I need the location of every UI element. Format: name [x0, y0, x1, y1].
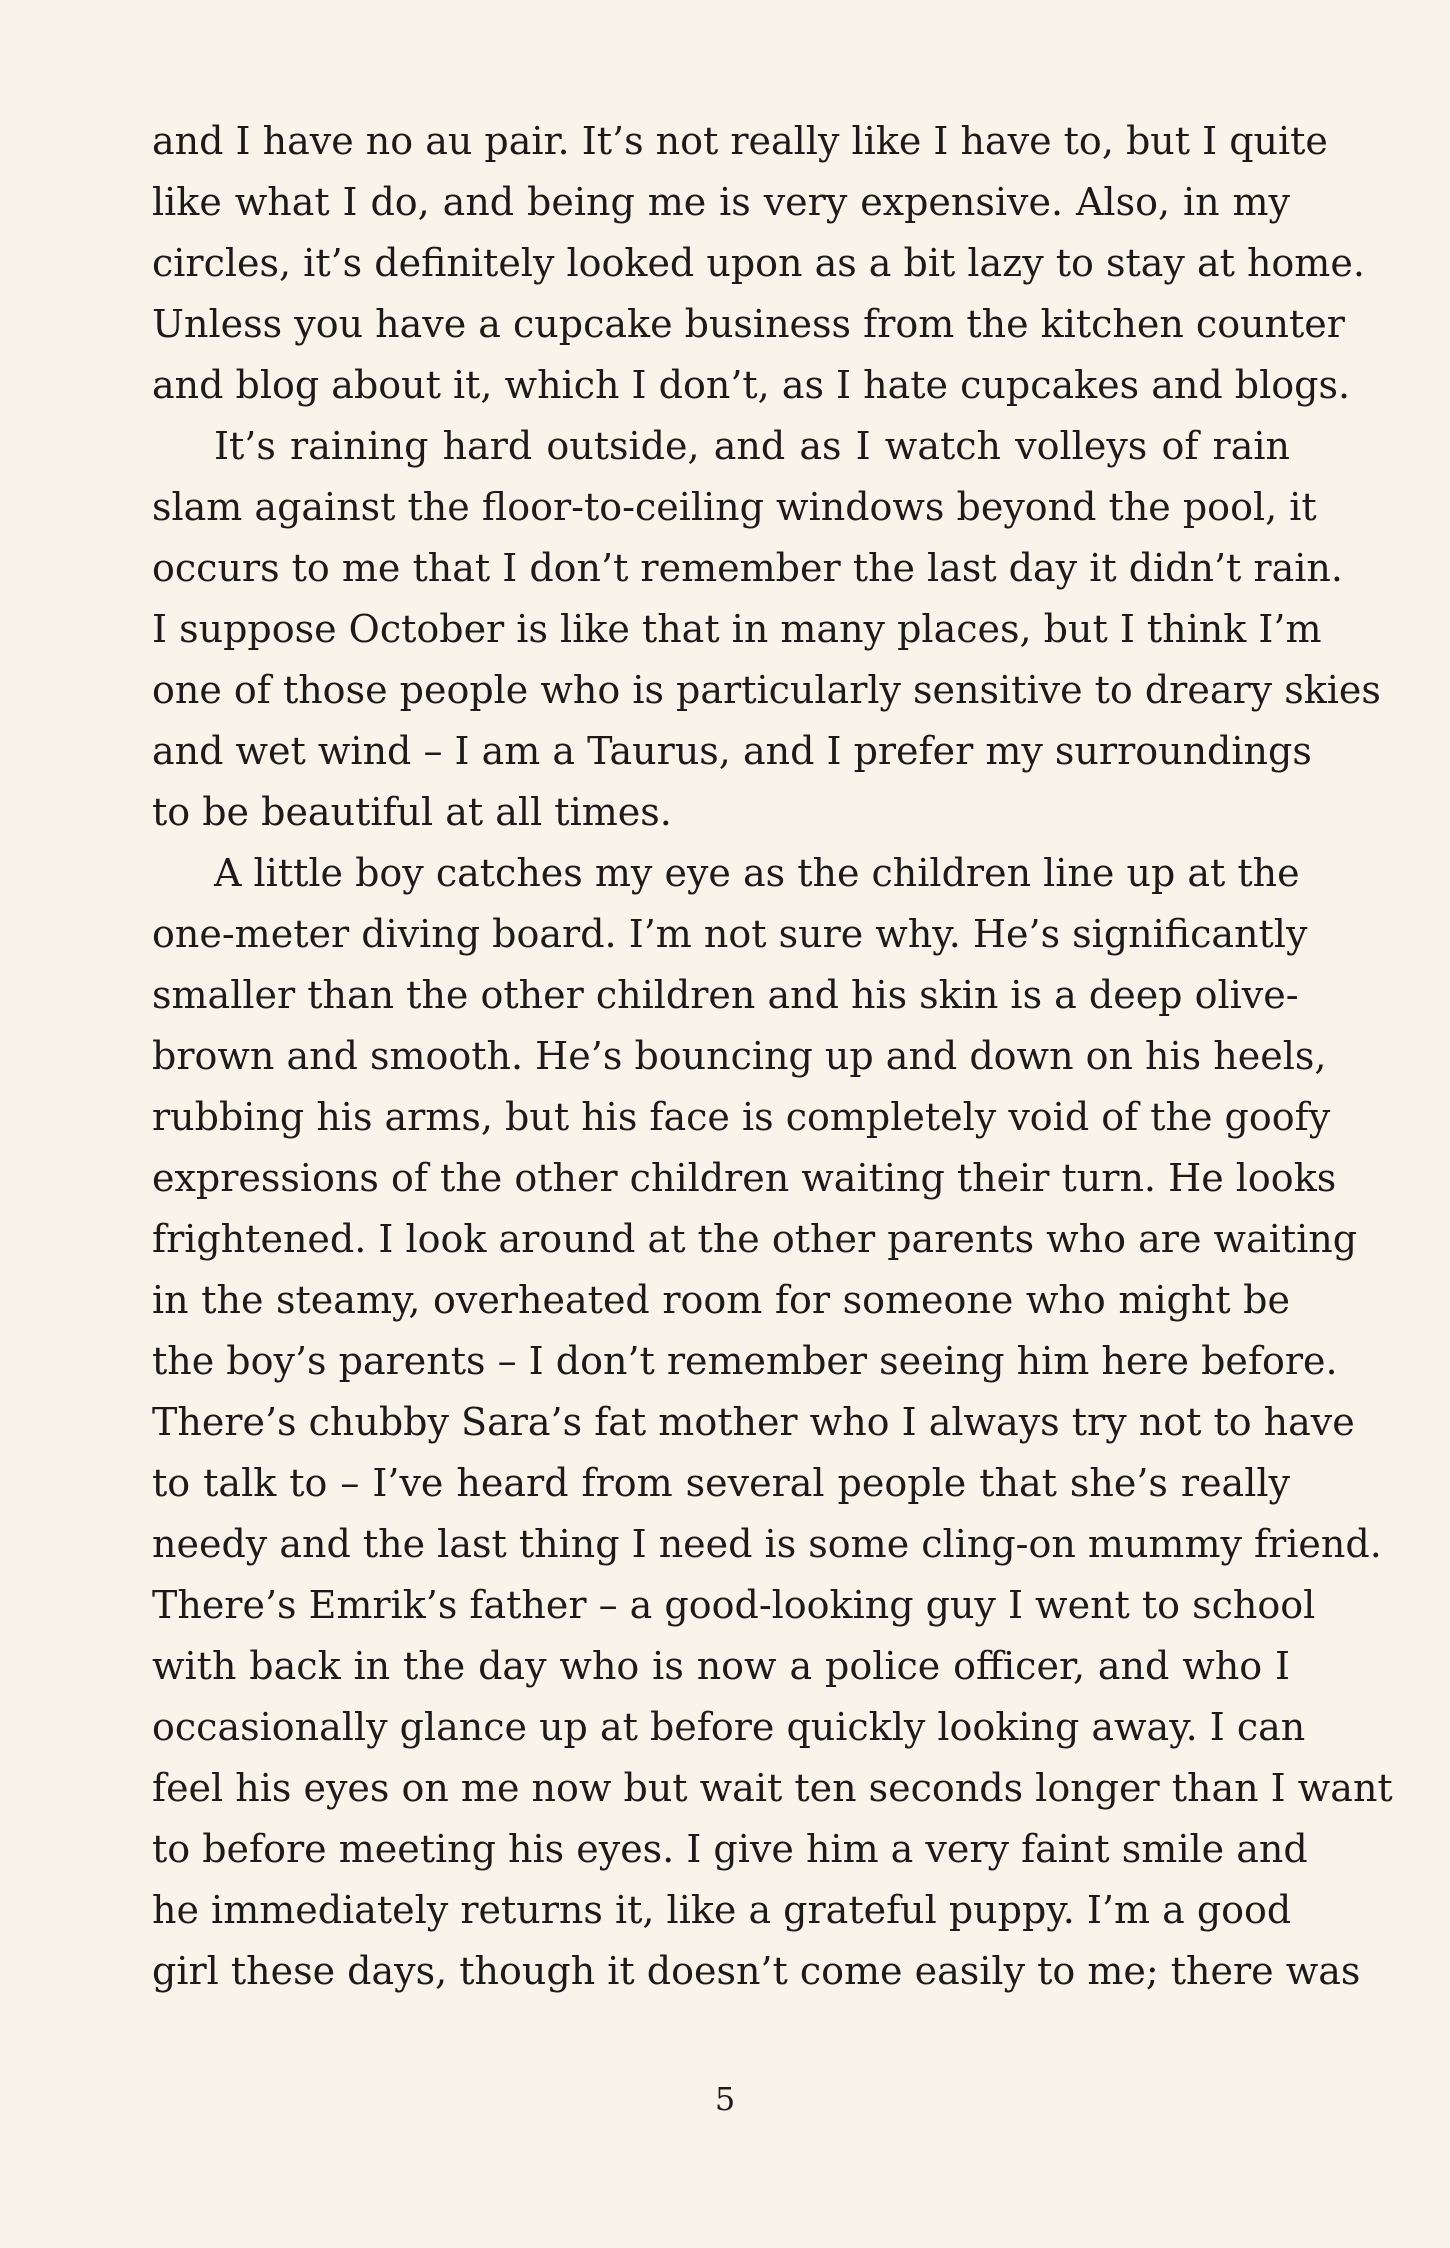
text-line: occasionally glance up at before quickly looking away. I can [152, 1705, 1306, 1749]
text-line: to before meeting his eyes. I give him a very faint smile and [152, 1827, 1308, 1871]
text-line: rubbing his arms, but his face is completely void of the goofy [152, 1095, 1331, 1139]
paragraph-first-line: A little boy catches my eye as the children line up at the [214, 851, 1300, 895]
text-line: he immediately returns it, like a grateful puppy. I’m a good [152, 1888, 1292, 1932]
page-number: 5 [714, 2080, 736, 2118]
paragraph-first-line: It’s raining hard outside, and as I watch volleys of rain [214, 424, 1290, 468]
text-line: Unless you have a cupcake business from the kitchen counter [152, 302, 1345, 346]
text-line: with back in the day who is now a police officer, and who I [152, 1644, 1290, 1688]
text-line: expressions of the other children waiting their turn. He looks [152, 1156, 1337, 1200]
paragraph-last-line: to be beautiful at all times. [152, 790, 672, 834]
body-text [152, 111, 1393, 2002]
text-line: one-meter diving board. I’m not sure why. He’s significantly [152, 912, 1308, 956]
text-line: feel his eyes on me now but wait ten seconds longer than I want [152, 1766, 1393, 1810]
text-line: and wet wind – I am a Taurus, and I prefer my surroundings [152, 729, 1312, 773]
text-line: like what I do, and being me is very expensive. Also, in my [152, 180, 1290, 224]
text-line: one of those people who is particularly sensitive to dreary skies [152, 668, 1381, 712]
text-line: circles, it’s definitely looked upon as a bit lazy to stay at home. [152, 241, 1365, 285]
text-line: smaller than the other children and his skin is a deep olive- [152, 973, 1299, 1017]
text-line: occurs to me that I don’t remember the last day it didn’t rain. [152, 546, 1343, 590]
text-line: brown and smooth. He’s bouncing up and down on his heels, [152, 1034, 1327, 1078]
text-line: needy and the last thing I need is some cling-on mummy friend. [152, 1522, 1382, 1566]
text-line: slam against the floor-to-ceiling windows beyond the pool, it [152, 485, 1317, 529]
text-line: girl these days, though it doesn’t come easily to me; there was [152, 1949, 1361, 1993]
text-line: There’s Emrik’s father – a good-looking guy I went to school [152, 1583, 1316, 1627]
text-line: I suppose October is like that in many places, but I think I’m [152, 607, 1322, 651]
text-line: frightened. I look around at the other parents who are waiting [152, 1217, 1358, 1261]
text-line: and blog about it, which I don’t, as I hate cupcakes and blogs. [152, 363, 1351, 407]
text-line: and I have no au pair. It’s not really like I have to, but I quite [152, 119, 1328, 163]
text-line: the boy’s parents – I don’t remember seeing him here before. [152, 1339, 1338, 1383]
text-line: in the steamy, overheated room for someone who might be [152, 1278, 1290, 1322]
text-line: to talk to – I’ve heard from several people that she’s really [152, 1461, 1290, 1505]
text-line: There’s chubby Sara’s fat mother who I always try not to have [152, 1400, 1355, 1444]
